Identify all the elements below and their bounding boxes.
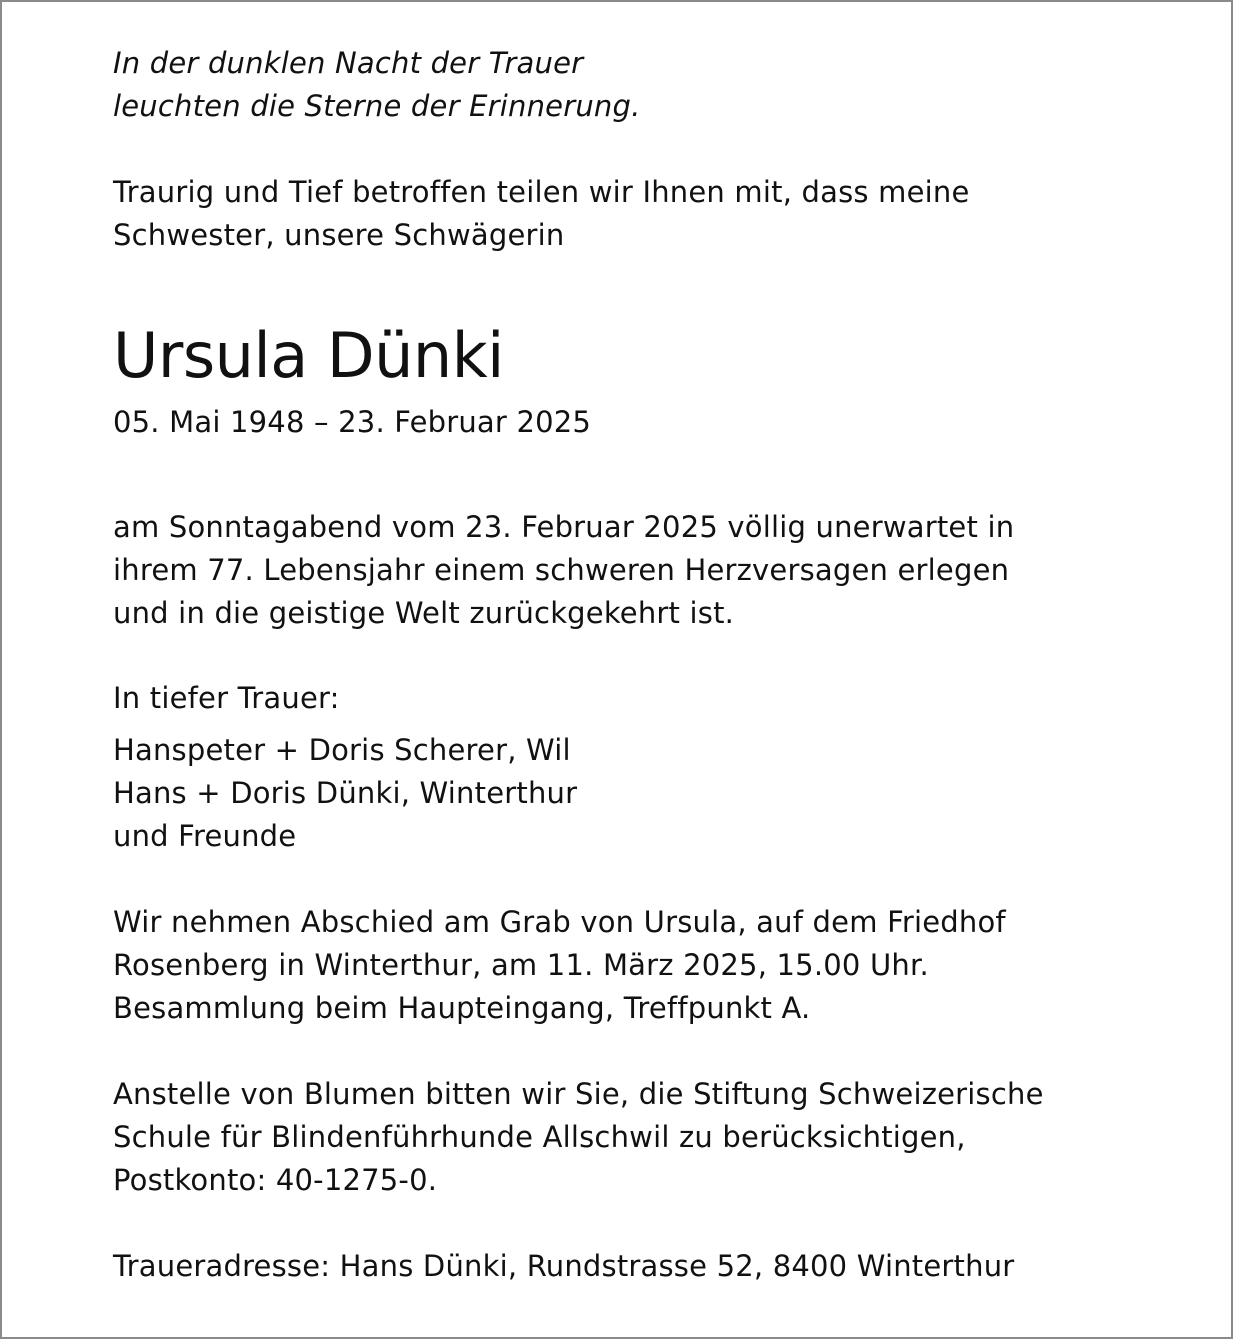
life-dates: 05. Mai 1948 – 23. Februar 2025 xyxy=(113,405,592,439)
address-line: Traueradresse: Hans Dünki, Rundstrasse 52, 8400 Winterthur xyxy=(113,1249,1015,1283)
quote-line: In der dunklen Nacht der Trauer xyxy=(113,46,584,80)
donation-line: Schule für Blindenführhunde Allschwil zu berücksichtigen, xyxy=(113,1120,966,1154)
message-line: ihrem 77. Lebensjahr einem schweren Herzversagen erlegen xyxy=(113,553,1010,587)
intro-line: Traurig und Tief betroffen teilen wir Ihnen mit, dass meine xyxy=(113,175,970,209)
farewell-line: Rosenberg in Winterthur, am 11. März 2025, 15.00 Uhr. xyxy=(113,948,929,982)
donation-line: Postkonto: 40-1275-0. xyxy=(113,1163,438,1197)
deceased-name: Ursula Dünki xyxy=(113,319,504,392)
mourners-label: In tiefer Trauer: xyxy=(113,681,340,715)
message-line: am Sonntagabend vom 23. Februar 2025 völlig unerwartet in xyxy=(113,510,1015,544)
mourners-list xyxy=(113,729,1193,858)
mourner-item: und Freunde xyxy=(113,819,297,853)
farewell-line: Besammlung beim Haupteingang, Treffpunkt A. xyxy=(113,991,811,1025)
message-line: und in die geistige Welt zurückgekehrt ist. xyxy=(113,596,735,630)
obituary-content xyxy=(113,42,1193,1288)
donation-paragraph xyxy=(113,1073,1193,1202)
donation-line: Anstelle von Blumen bitten wir Sie, die Stiftung Schweizerische xyxy=(113,1077,1044,1111)
quote-line: leuchten die Sterne der Erinnerung. xyxy=(113,89,641,123)
message-paragraph xyxy=(113,506,1193,635)
mourning-address xyxy=(113,1245,1193,1288)
farewell-line: Wir nehmen Abschied am Grab von Ursula, auf dem Friedhof xyxy=(113,905,1006,939)
mourner-item: Hanspeter + Doris Scherer, Wil xyxy=(113,733,571,767)
farewell-paragraph xyxy=(113,901,1193,1030)
mourner-item: Hans + Doris Dünki, Winterthur xyxy=(113,776,578,810)
intro-line: Schwester, unsere Schwägerin xyxy=(113,218,565,252)
intro-paragraph xyxy=(113,171,1193,257)
opening-quote xyxy=(113,42,1193,128)
